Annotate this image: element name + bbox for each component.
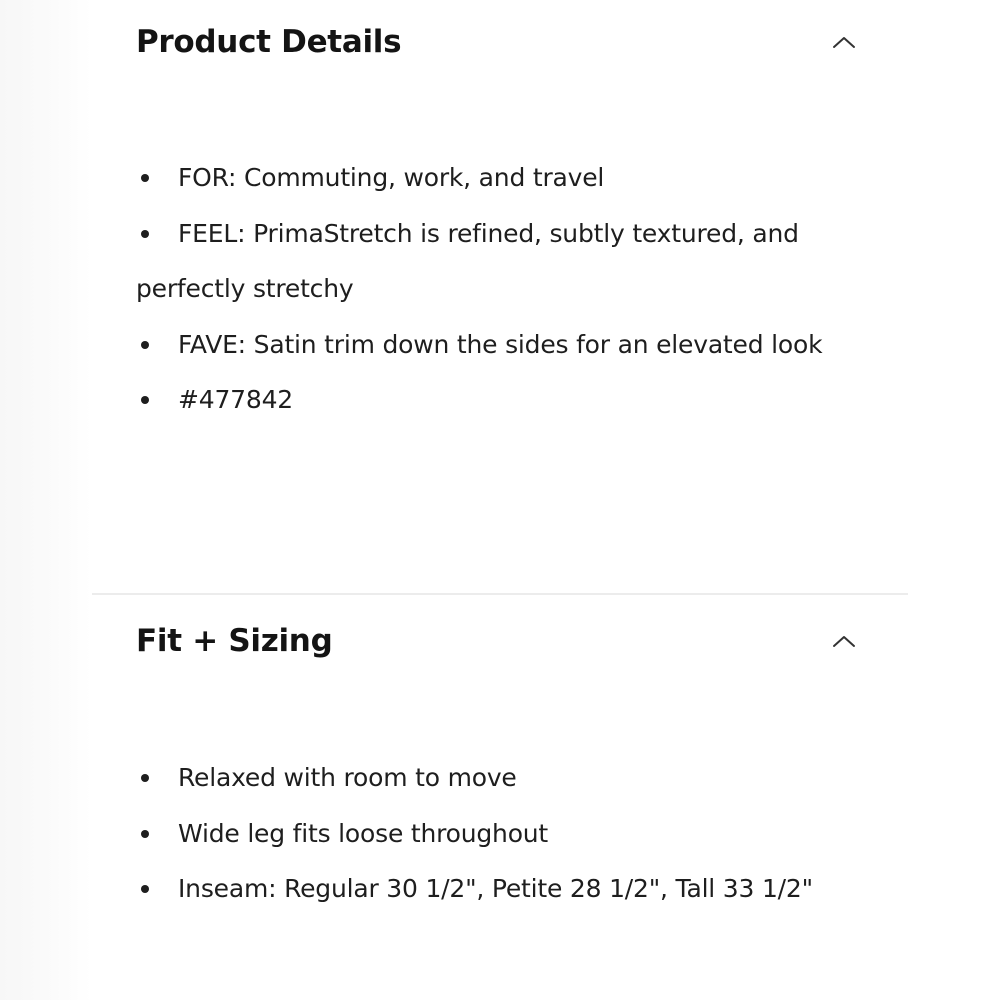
- bullet-icon: [141, 830, 149, 838]
- bullet-icon: [141, 230, 149, 238]
- list-item-text: FEEL: PrimaStretch is refined, subtly textured, and perfectly stretchy: [136, 218, 799, 303]
- bullet-icon: [141, 174, 149, 182]
- chevron-up-icon[interactable]: [830, 32, 858, 52]
- fit-sizing-title: Fit + Sizing: [136, 623, 333, 659]
- list-item: [136, 317, 876, 373]
- fit-sizing-list: [136, 750, 876, 917]
- product-details-section: [92, 0, 908, 594]
- bullet-icon: [141, 396, 149, 404]
- bullet-icon: [141, 774, 149, 782]
- list-item-text: #477842: [178, 385, 293, 414]
- fit-sizing-header[interactable]: [92, 595, 908, 679]
- fit-sizing-section: [92, 595, 908, 1000]
- list-item-text: FOR: Commuting, work, and travel: [178, 163, 605, 192]
- bullet-icon: [141, 885, 149, 893]
- list-item: [136, 861, 876, 917]
- list-item-text: Wide leg fits loose throughout: [178, 818, 549, 848]
- list-item-text: Inseam: Regular 30 1/2", Petite 28 1/2", Tall 33 1/2": [178, 874, 813, 903]
- list-item: [136, 750, 876, 806]
- list-item: [136, 372, 876, 428]
- product-details-header[interactable]: [92, 0, 908, 84]
- list-item: [136, 806, 876, 862]
- product-details-list: [136, 150, 876, 428]
- left-gutter: [0, 0, 92, 1000]
- list-item-text: FAVE: Satin trim down the sides for an elevated look: [178, 329, 823, 359]
- product-details-title: Product Details: [136, 24, 402, 60]
- bullet-icon: [141, 341, 149, 349]
- list-item-text: Relaxed with room to move: [178, 763, 517, 792]
- list-item: [136, 206, 876, 317]
- list-item: [136, 150, 876, 206]
- chevron-up-icon[interactable]: [830, 631, 858, 651]
